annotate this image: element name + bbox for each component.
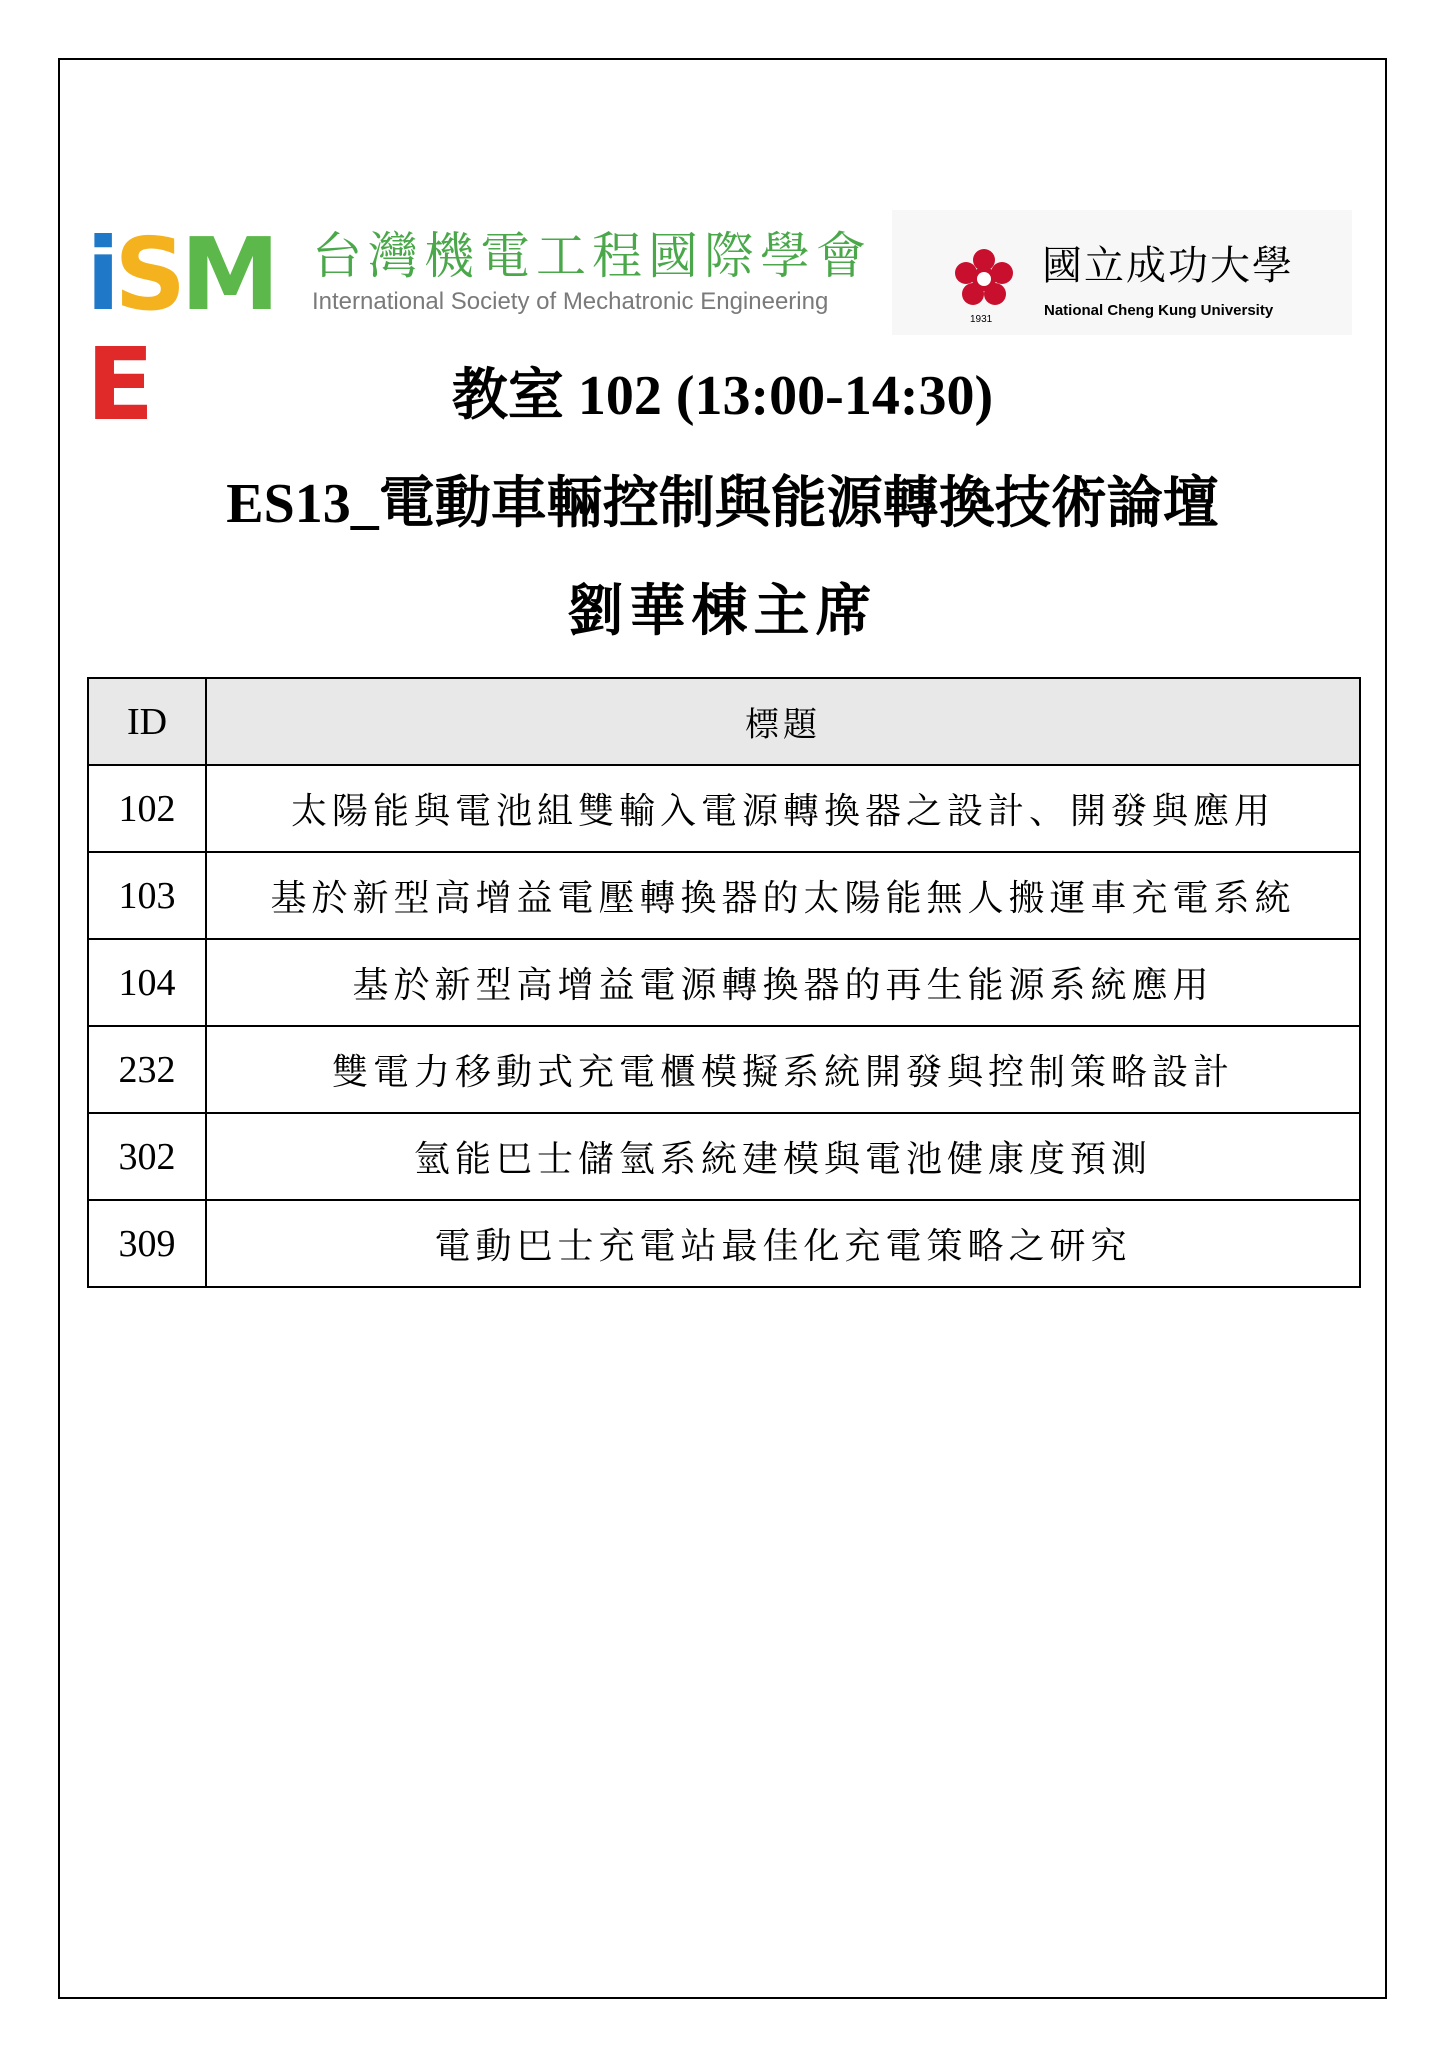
ncku-logo [892,210,1352,335]
isme-mark [86,216,306,443]
paper-id: 103 [88,852,206,939]
column-header-id: ID [88,678,206,765]
paper-table [87,677,1361,1288]
isme-name-en: International Society of Mechatronic Engineering [312,288,829,315]
paper-title: 太陽能與電池組雙輸入電源轉換器之設計、開發與應用 [206,765,1360,852]
table-row [88,939,1360,1026]
ncku-name-cn: 國立成功大學 [1042,243,1294,289]
session-chair: 劉華棟主席 [567,581,878,643]
paper-id: 104 [88,939,206,1026]
isme-mark-letter: M [180,216,274,333]
isme-mark-letter: i [86,216,115,333]
table-row [88,765,1360,852]
paper-id: 232 [88,1026,206,1113]
column-header-title: 標題 [206,678,1360,765]
table-row [88,1200,1360,1287]
paper-title: 氫能巴士儲氫系統建模與電池健康度預測 [206,1113,1360,1200]
table-header-row [88,678,1360,765]
paper-id: 102 [88,765,206,852]
session-title: ES13_電動車輛控制與能源轉換技術論壇 [226,473,1219,535]
paper-title: 電動巴士充電站最佳化充電策略之研究 [206,1200,1360,1287]
isme-mark-letter: E [86,326,149,443]
paper-id: 302 [88,1113,206,1200]
room-time-heading: 教室 102 (13:00-14:30) [451,365,994,427]
isme-mark-letter: S [114,216,181,333]
table-row [88,852,1360,939]
table-row [88,1113,1360,1200]
paper-id: 309 [88,1200,206,1287]
paper-title: 基於新型高增益電源轉換器的再生能源系統應用 [206,939,1360,1026]
paper-title: 雙電力移動式充電櫃模擬系統開發與控制策略設計 [206,1026,1360,1113]
isme-text [312,226,872,318]
ncku-name-en: National Cheng Kung University [1044,302,1274,319]
table-row [88,1026,1360,1113]
ncku-founding-year: 1931 [970,314,993,325]
ncku-emblem-icon [952,246,1016,310]
isme-name-cn: 台灣機電工程國際學會 [312,227,872,285]
paper-title: 基於新型高增益電壓轉換器的太陽能無人搬運車充電系統 [206,852,1360,939]
